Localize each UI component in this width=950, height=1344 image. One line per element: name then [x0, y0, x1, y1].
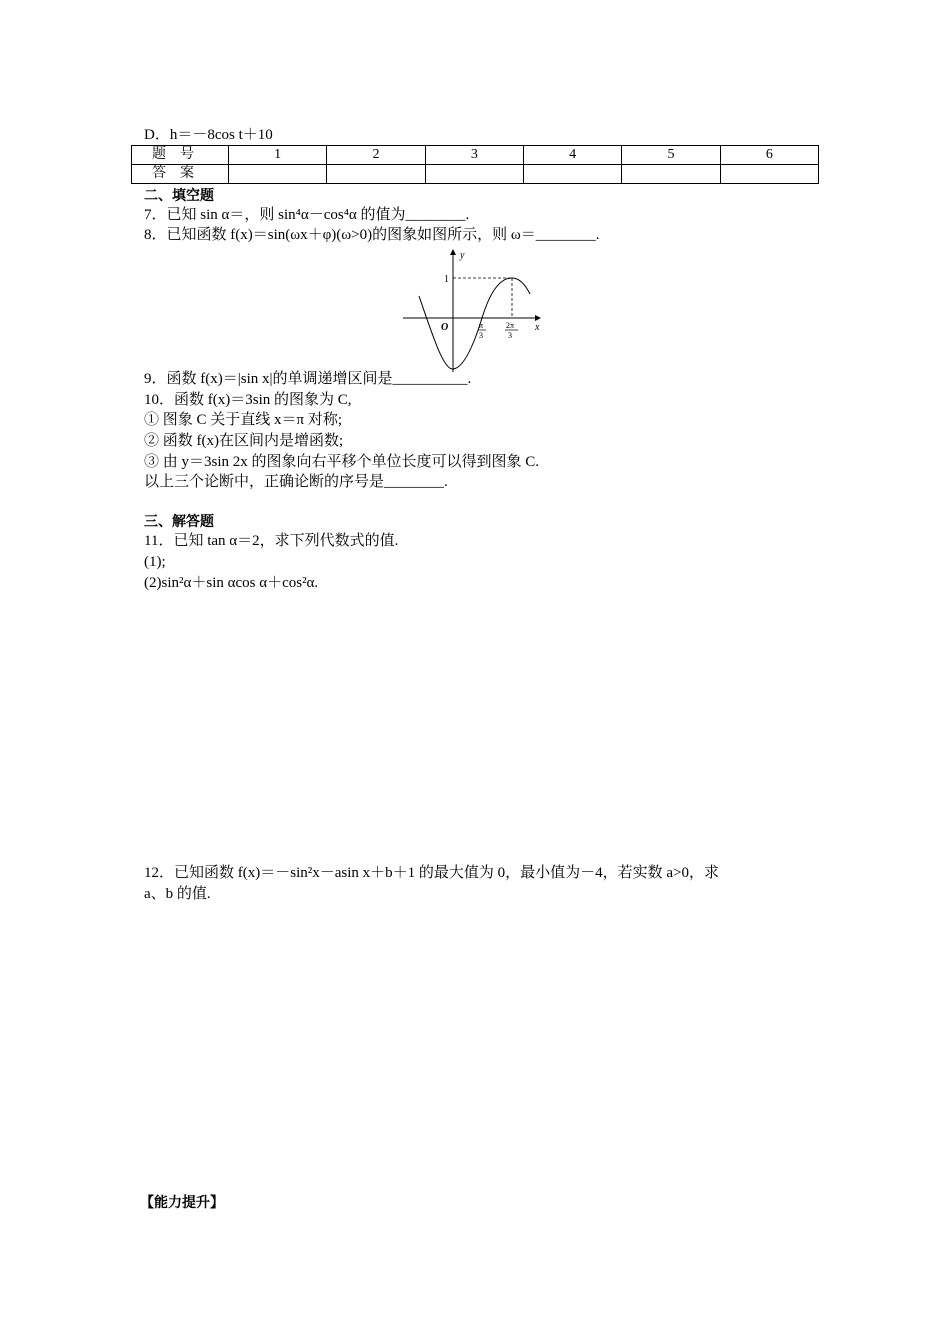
section-ability: 【能力提升】 [140, 1195, 224, 1211]
table-cell: 4 [523, 146, 621, 165]
x-label: x [535, 322, 540, 333]
answer-cell[interactable] [523, 165, 621, 184]
table-row [132, 165, 819, 184]
tick2-numerator: 2π [506, 321, 515, 330]
question-10: 10．函数 f(x)＝3sin 的图象为 C, [144, 392, 352, 408]
table-cell: 1 [229, 146, 327, 165]
table-cell: 3 [425, 146, 523, 165]
section-solve: 三、解答题 [144, 514, 214, 530]
question-10-prompt: 以上三个论断中，正确论断的序号是________. [144, 474, 448, 490]
row-label-answer: 答案 [132, 165, 229, 184]
table-row [132, 146, 819, 165]
one-label: 1 [444, 274, 449, 285]
row-label-number: 题号 [132, 146, 229, 165]
answer-cell[interactable] [622, 165, 720, 184]
question-11-part-2: (2)sin²α＋sin αcos α＋cos²α. [144, 575, 319, 591]
answer-table [131, 145, 819, 184]
tick1-denominator: 3 [479, 331, 483, 340]
question-12: 12．已知函数 f(x)＝－sin²x－asin x＋b＋1 的最大值为 0，最小值为－4，若实数 a>0，求 [144, 865, 720, 881]
section-fill-in: 二、填空题 [144, 188, 214, 204]
table-cell: 5 [622, 146, 720, 165]
question-12-continued: a、b 的值. [144, 886, 211, 902]
question-7: 7．已知 sin α＝，则 sin⁴α－cos⁴α 的值为________. [144, 207, 470, 223]
tick1-numerator: π [479, 321, 484, 330]
question-10-item-1: ① 图象 C 关于直线 x＝π 对称; [144, 412, 342, 428]
origin-label: O [441, 322, 449, 333]
question-10-item-2: ② 函数 f(x)在区间内是增函数; [144, 433, 344, 449]
question-10-item-3: ③ 由 y＝3sin 2x 的图象向右平移个单位长度可以得到图象 C. [144, 454, 540, 470]
tick2-denominator: 3 [508, 331, 512, 340]
option-d: D．h＝－8cos t＋10 [144, 127, 273, 143]
question-8: 8．已知函数 f(x)＝sin(ωx＋φ)(ω>0)的图象如图所示，则 ω＝________. [144, 227, 600, 243]
y-label: y [460, 250, 465, 261]
answer-cell[interactable] [229, 165, 327, 184]
question-11: 11．已知 tan α＝2，求下列代数式的值. [144, 533, 399, 549]
answer-cell[interactable] [425, 165, 523, 184]
answer-cell[interactable] [720, 165, 818, 184]
table-cell: 2 [327, 146, 425, 165]
question-11-part-1: (1); [144, 554, 166, 570]
answer-cell[interactable] [327, 165, 425, 184]
table-cell: 6 [720, 146, 818, 165]
sine-graph [400, 244, 550, 374]
question-9: 9．函数 f(x)＝|sin x|的单调递增区间是__________. [144, 371, 472, 387]
